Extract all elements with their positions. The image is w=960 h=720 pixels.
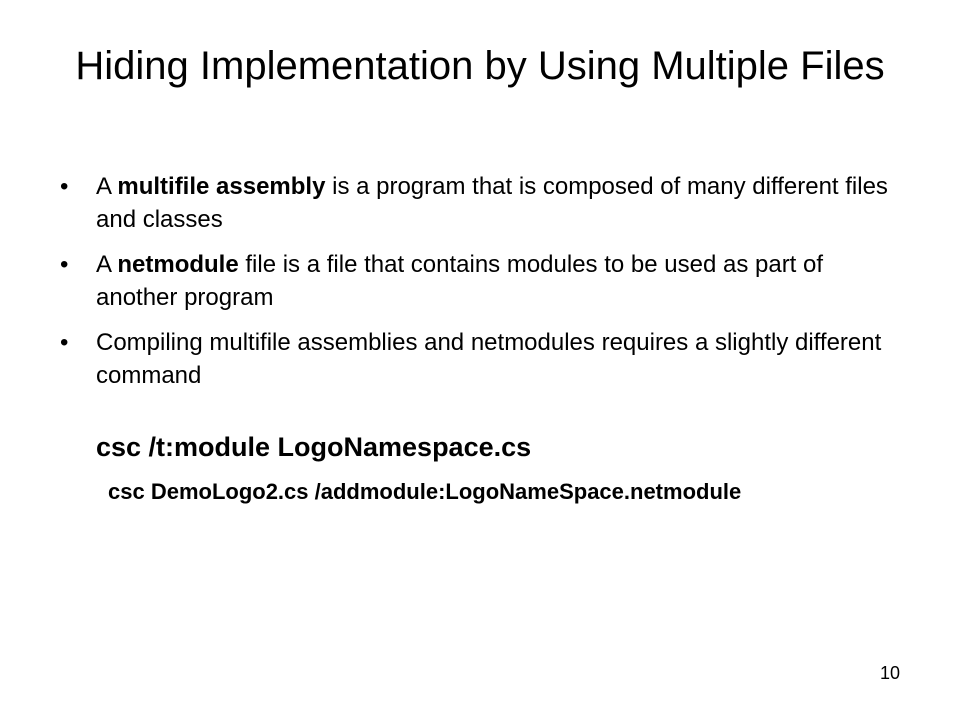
code-line-compile-addmodule: csc DemoLogo2.cs /addmodule:LogoNameSpace.netmodule (108, 479, 742, 504)
bullet-dot: • (60, 329, 69, 356)
bullet-item (60, 248, 900, 314)
bullet-term-bold: multifile assembly (117, 173, 326, 200)
bullet-list (60, 170, 900, 404)
bullet-dot: • (60, 173, 69, 200)
bullet-term-bold: netmodule (117, 251, 239, 278)
bullet-item (60, 326, 900, 392)
page-number: 10 (879, 663, 900, 683)
code-line-compile-module: csc /t:module LogoNamespace.cs (96, 432, 532, 462)
bullet-item (60, 170, 900, 236)
bullet-text-suffix: file is a file that contains modules to be used as part of another program (96, 251, 824, 311)
bullet-text-prefix: A (96, 173, 118, 200)
bullet-text-prefix: Compiling multifile assemblies and netmodules requires a slightly different command (96, 329, 882, 389)
bullet-dot: • (60, 251, 69, 278)
bullet-text-suffix: is a program that is composed of many different files and classes (96, 173, 888, 233)
slide-title: Hiding Implementation by Using Multiple Files (75, 44, 885, 88)
bullet-text-prefix: A (96, 251, 118, 278)
